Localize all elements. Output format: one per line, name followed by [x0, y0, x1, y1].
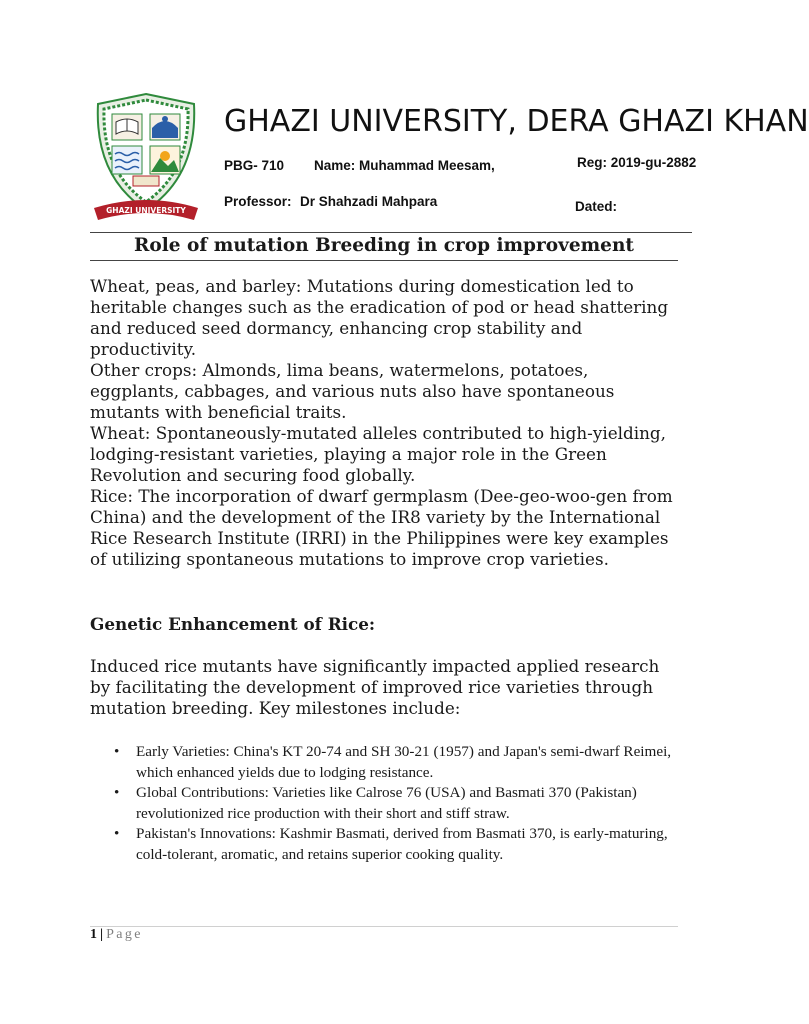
professor-name: Dr Shahzadi Mahpara — [300, 194, 438, 209]
page-footer — [90, 927, 143, 943]
paragraph: Rice: The incorporation of dwarf germplasm (Dee-geo-woo-gen from China) and the development of the IR8 variety by the International Rice Research Institute (IRRI) in the Philippines were key examples of utilizing spontaneous mutations to improve crop varieties. — [90, 486, 673, 569]
paragraph: Wheat, peas, and barley: Mutations during domestication led to heritable changes such as the eradication of pod or head shattering and reduced seed dormancy, enhancing crop stability and productivity. — [90, 276, 669, 359]
paragraph: Other crops: Almonds, lima beans, watermelons, potatoes, eggplants, cabbages, and various nuts also have spontaneous mutants with beneficial traits. — [90, 360, 615, 422]
section-heading: Genetic Enhancement of Rice: — [90, 614, 376, 634]
bullet-icon: • — [114, 784, 120, 801]
dated-label: Dated: — [575, 199, 618, 214]
footer-rule — [90, 926, 678, 927]
footer-separator: | — [100, 927, 104, 942]
list-item — [90, 824, 680, 865]
paragraph: Wheat: Spontaneously-mutated alleles contributed to high-yielding, lodging-resistant varieties, playing a major role in the Green Revolution and securing food globally. — [90, 423, 666, 485]
list-item-text: Early Varieties: China's KT 20-74 and SH 30-21 (1957) and Japan's semi-dwarf Reimei, which enhanced yields due to lodging resistance. — [136, 743, 672, 781]
professor-label: Professor: — [224, 194, 292, 209]
title-rule-bottom — [90, 260, 678, 261]
body-paragraphs — [90, 276, 678, 570]
university-name: GHAZI UNIVERSITY, DERA GHAZI KHAN — [224, 104, 809, 139]
registration-number: Reg: 2019-gu-2882 — [577, 155, 697, 170]
document-title: Role of mutation Breeding in crop improvement — [134, 235, 634, 256]
list-item-text: Pakistan's Innovations: Kashmir Basmati, derived from Basmati 370, is early-maturing, cold-tolerant, aromatic, and retains superior cooking quality. — [136, 825, 668, 863]
bullet-icon: • — [114, 743, 120, 760]
section-intro: Induced rice mutants have significantly impacted applied research by facilitating the development of improved rice varieties through mutation breeding. Key milestones include: — [90, 656, 660, 718]
bullet-icon: • — [114, 825, 120, 842]
page-label: Page — [106, 927, 143, 942]
course-code: PBG- 710 — [224, 158, 285, 173]
student-name: Name: Muhammad Meesam, — [314, 158, 495, 173]
list-item — [90, 742, 680, 783]
list-item-text: Global Contributions: Varieties like Calrose 76 (USA) and Basmati 370 (Pakistan) revolutionized rice production with their short and stiff straw. — [136, 784, 637, 822]
milestone-list — [90, 742, 680, 865]
title-rule-top — [90, 232, 692, 233]
page-number: 1 — [90, 927, 97, 942]
list-item — [90, 783, 680, 824]
logo-text: GHAZI UNIVERSITY — [106, 206, 186, 215]
university-logo — [90, 92, 202, 226]
